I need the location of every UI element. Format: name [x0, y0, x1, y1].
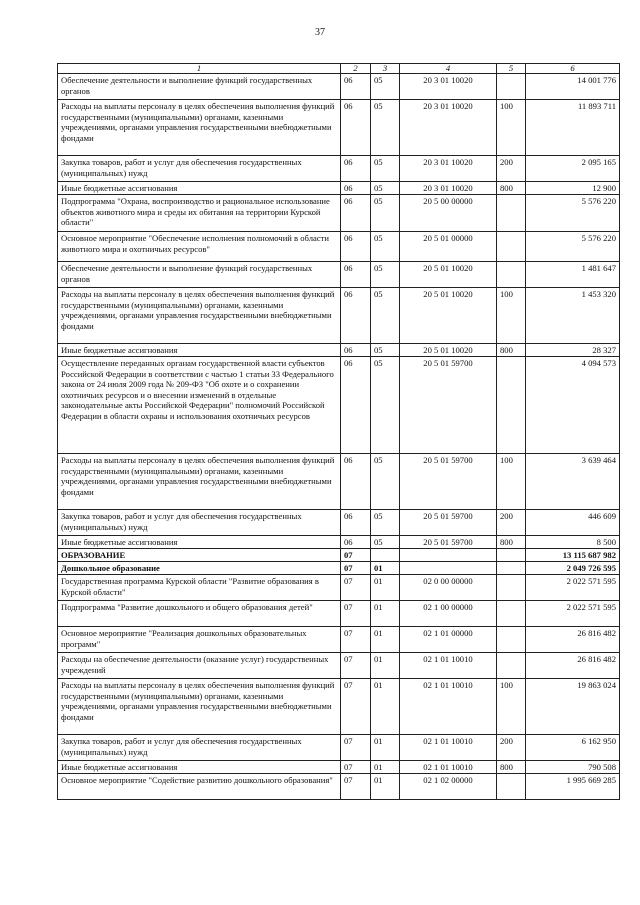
row-subsection-cell: 05 [371, 156, 400, 182]
row-subsection-cell: 01 [371, 774, 400, 800]
row-expense-type-cell [497, 601, 526, 627]
row-name-cell: Закупка товаров, работ и услуг для обеспечения государственных (муниципальных) нужд [58, 156, 341, 182]
header-col-6: 6 [526, 64, 620, 74]
row-amount-cell: 1 995 669 285 [526, 774, 620, 800]
row-subsection-cell: 01 [371, 735, 400, 761]
row-target-article-cell: 20 3 01 10020 [400, 100, 497, 156]
row-section-cell: 07 [341, 562, 371, 575]
row-section-cell: 07 [341, 627, 371, 653]
row-subsection-cell: 05 [371, 454, 400, 510]
table-row [58, 182, 620, 195]
table-body [58, 74, 620, 800]
table-row [58, 195, 620, 232]
table-row [58, 357, 620, 454]
row-target-article-cell: 20 5 01 10020 [400, 288, 497, 344]
table-row [58, 601, 620, 627]
row-amount-cell: 2 022 571 595 [526, 601, 620, 627]
table-row [58, 536, 620, 549]
row-subsection-cell: 05 [371, 536, 400, 549]
row-name-cell: Расходы на выплаты персоналу в целях обеспечения выполнения функций государственными (муниципальными) органами, казенными учреждениями, органами управления государственными внебюджетными фондами [58, 100, 341, 156]
row-name-cell: Иные бюджетные ассигнования [58, 344, 341, 357]
row-expense-type-cell [497, 653, 526, 679]
row-target-article-cell: 02 1 01 10010 [400, 761, 497, 774]
row-name-cell: Основное мероприятие "Содействие развитию дошкольного образования" [58, 774, 341, 800]
row-amount-cell: 11 893 711 [526, 100, 620, 156]
row-target-article-cell: 02 0 00 00000 [400, 575, 497, 601]
table-row [58, 288, 620, 344]
row-subsection-cell: 01 [371, 562, 400, 575]
table-row [58, 232, 620, 262]
header-col-3: 3 [371, 64, 400, 74]
header-col-5: 5 [497, 64, 526, 74]
row-amount-cell: 19 863 024 [526, 679, 620, 735]
page-number: 37 [315, 27, 325, 38]
row-expense-type-cell [497, 74, 526, 100]
row-name-cell: Расходы на выплаты персоналу в целях обеспечения выполнения функций государственными (муниципальными) органами, казенными учреждениями, органами управления государственными внебюджетными фондами [58, 454, 341, 510]
row-target-article-cell: 02 1 01 10010 [400, 653, 497, 679]
row-expense-type-cell [497, 549, 526, 562]
row-section-cell: 07 [341, 549, 371, 562]
row-subsection-cell [371, 549, 400, 562]
table-row [58, 653, 620, 679]
row-subsection-cell: 01 [371, 761, 400, 774]
row-target-article-cell: 20 5 01 59700 [400, 454, 497, 510]
row-amount-cell: 5 576 220 [526, 195, 620, 232]
row-section-cell: 06 [341, 510, 371, 536]
row-expense-type-cell: 800 [497, 761, 526, 774]
row-name-cell: Основное мероприятие "Реализация дошкольных образовательных программ" [58, 627, 341, 653]
row-subsection-cell: 05 [371, 344, 400, 357]
row-name-cell: Расходы на обеспечение деятельности (оказание услуг) государственных учреждений [58, 653, 341, 679]
row-section-cell: 06 [341, 357, 371, 454]
row-name-cell: Закупка товаров, работ и услуг для обеспечения государственных (муниципальных) нужд [58, 510, 341, 536]
row-amount-cell: 13 115 687 982 [526, 549, 620, 562]
row-section-cell: 06 [341, 262, 371, 288]
row-amount-cell: 28 327 [526, 344, 620, 357]
row-expense-type-cell: 100 [497, 679, 526, 735]
row-section-cell: 06 [341, 288, 371, 344]
row-name-cell: Подпрограмма "Охрана, воспроизводство и рациональное использование объектов животного мира и среды их обитания на территории Курской области" [58, 195, 341, 232]
row-subsection-cell: 01 [371, 679, 400, 735]
row-name-cell: Дошкольное образование [58, 562, 341, 575]
row-target-article-cell [400, 562, 497, 575]
table-row [58, 627, 620, 653]
table-row [58, 262, 620, 288]
row-expense-type-cell [497, 195, 526, 232]
row-subsection-cell: 05 [371, 288, 400, 344]
row-expense-type-cell: 800 [497, 536, 526, 549]
row-expense-type-cell: 200 [497, 735, 526, 761]
row-name-cell: Расходы на выплаты персоналу в целях обеспечения выполнения функций государственными (муниципальными) органами, казенными учреждениями, органами управления государственными внебюджетными фондами [58, 288, 341, 344]
budget-table [57, 63, 620, 800]
table-row [58, 156, 620, 182]
row-expense-type-cell: 800 [497, 182, 526, 195]
row-section-cell: 06 [341, 536, 371, 549]
row-subsection-cell: 01 [371, 653, 400, 679]
header-col-1: 1 [58, 64, 341, 74]
row-amount-cell: 14 001 776 [526, 74, 620, 100]
header-col-2: 2 [341, 64, 371, 74]
row-target-article-cell: 20 3 01 10020 [400, 74, 497, 100]
row-amount-cell: 1 453 320 [526, 288, 620, 344]
row-expense-type-cell: 100 [497, 288, 526, 344]
row-expense-type-cell [497, 774, 526, 800]
row-amount-cell: 4 094 573 [526, 357, 620, 454]
row-section-cell: 07 [341, 653, 371, 679]
row-subsection-cell: 05 [371, 262, 400, 288]
row-amount-cell: 2 095 165 [526, 156, 620, 182]
row-target-article-cell: 02 1 01 10010 [400, 735, 497, 761]
table-row [58, 549, 620, 562]
row-subsection-cell: 05 [371, 74, 400, 100]
row-expense-type-cell: 800 [497, 344, 526, 357]
row-expense-type-cell [497, 262, 526, 288]
row-name-cell: Обеспечение деятельности и выполнение функций государственных органов [58, 74, 341, 100]
row-name-cell: Основное мероприятие "Обеспечение исполнения полномочий в области животного мира и охотничьих ресурсов" [58, 232, 341, 262]
row-section-cell: 07 [341, 601, 371, 627]
row-expense-type-cell: 200 [497, 510, 526, 536]
row-target-article-cell: 02 1 01 00000 [400, 627, 497, 653]
row-name-cell: Иные бюджетные ассигнования [58, 536, 341, 549]
row-subsection-cell: 05 [371, 195, 400, 232]
row-name-cell: Подпрограмма "Развитие дошкольного и общего образования детей" [58, 601, 341, 627]
row-expense-type-cell: 100 [497, 100, 526, 156]
row-subsection-cell: 05 [371, 100, 400, 156]
table-row [58, 100, 620, 156]
row-name-cell: Иные бюджетные ассигнования [58, 761, 341, 774]
row-name-cell: Расходы на выплаты персоналу в целях обеспечения выполнения функций государственными (муниципальными) органами, казенными учреждениями, органами управления государственными внебюджетными фондами [58, 679, 341, 735]
row-name-cell: Обеспечение деятельности и выполнение функций государственных органов [58, 262, 341, 288]
table-row [58, 344, 620, 357]
row-target-article-cell [400, 549, 497, 562]
row-target-article-cell: 20 5 00 00000 [400, 195, 497, 232]
header-row [58, 64, 620, 74]
row-section-cell: 06 [341, 454, 371, 510]
row-subsection-cell: 05 [371, 182, 400, 195]
row-amount-cell: 6 162 950 [526, 735, 620, 761]
row-expense-type-cell [497, 575, 526, 601]
row-section-cell: 07 [341, 774, 371, 800]
row-amount-cell: 446 609 [526, 510, 620, 536]
row-amount-cell: 5 576 220 [526, 232, 620, 262]
row-subsection-cell: 01 [371, 575, 400, 601]
row-target-article-cell: 02 1 01 10010 [400, 679, 497, 735]
row-section-cell: 07 [341, 679, 371, 735]
row-target-article-cell: 20 5 01 10020 [400, 262, 497, 288]
row-target-article-cell: 20 5 01 00000 [400, 232, 497, 262]
row-name-cell: Осуществление переданных органам государственной власти субъектов Российской Федерации в соответствии с частью 1 статьи 33 Федерального закона от 24 июля 2009 года № 209-ФЗ "Об охоте и о сохранении охотничьих ресурсов и о внесении изменений в отдельные законодательные акты Российской Федерации" полномочий Российской Федерации в области охраны и использования охотничьих ресурсов [58, 357, 341, 454]
row-amount-cell: 2 049 726 595 [526, 562, 620, 575]
row-name-cell: Закупка товаров, работ и услуг для обеспечения государственных (муниципальных) нужд [58, 735, 341, 761]
row-amount-cell: 12 900 [526, 182, 620, 195]
row-target-article-cell: 02 1 00 00000 [400, 601, 497, 627]
row-section-cell: 06 [341, 232, 371, 262]
row-section-cell: 07 [341, 575, 371, 601]
row-target-article-cell: 02 1 02 00000 [400, 774, 497, 800]
header-col-4: 4 [400, 64, 497, 74]
table-row [58, 679, 620, 735]
row-name-cell: Иные бюджетные ассигнования [58, 182, 341, 195]
row-subsection-cell: 01 [371, 627, 400, 653]
row-section-cell: 07 [341, 735, 371, 761]
row-amount-cell: 2 022 571 595 [526, 575, 620, 601]
row-expense-type-cell [497, 357, 526, 454]
table-row [58, 761, 620, 774]
row-section-cell: 06 [341, 182, 371, 195]
row-target-article-cell: 20 3 01 10020 [400, 182, 497, 195]
row-target-article-cell: 20 3 01 10020 [400, 156, 497, 182]
row-section-cell: 06 [341, 156, 371, 182]
table-row [58, 454, 620, 510]
row-section-cell: 06 [341, 195, 371, 232]
row-subsection-cell: 05 [371, 232, 400, 262]
table-row [58, 74, 620, 100]
row-subsection-cell: 05 [371, 357, 400, 454]
row-target-article-cell: 20 5 01 10020 [400, 344, 497, 357]
row-amount-cell: 3 639 464 [526, 454, 620, 510]
row-section-cell: 07 [341, 761, 371, 774]
row-expense-type-cell: 100 [497, 454, 526, 510]
row-amount-cell: 1 481 647 [526, 262, 620, 288]
row-section-cell: 06 [341, 74, 371, 100]
table-row [58, 774, 620, 800]
table-row [58, 575, 620, 601]
row-expense-type-cell [497, 627, 526, 653]
row-section-cell: 06 [341, 100, 371, 156]
row-expense-type-cell: 200 [497, 156, 526, 182]
row-amount-cell: 8 500 [526, 536, 620, 549]
row-amount-cell: 26 816 482 [526, 653, 620, 679]
row-subsection-cell: 01 [371, 601, 400, 627]
table-row [58, 735, 620, 761]
row-amount-cell: 26 816 482 [526, 627, 620, 653]
row-name-cell: Государственная программа Курской области "Развитие образования в Курской области" [58, 575, 341, 601]
table-row [58, 562, 620, 575]
row-name-cell: ОБРАЗОВАНИЕ [58, 549, 341, 562]
row-target-article-cell: 20 5 01 59700 [400, 536, 497, 549]
row-expense-type-cell [497, 232, 526, 262]
row-target-article-cell: 20 5 01 59700 [400, 357, 497, 454]
table-row [58, 510, 620, 536]
row-amount-cell: 790 508 [526, 761, 620, 774]
row-subsection-cell: 05 [371, 510, 400, 536]
row-section-cell: 06 [341, 344, 371, 357]
row-expense-type-cell [497, 562, 526, 575]
row-target-article-cell: 20 5 01 59700 [400, 510, 497, 536]
